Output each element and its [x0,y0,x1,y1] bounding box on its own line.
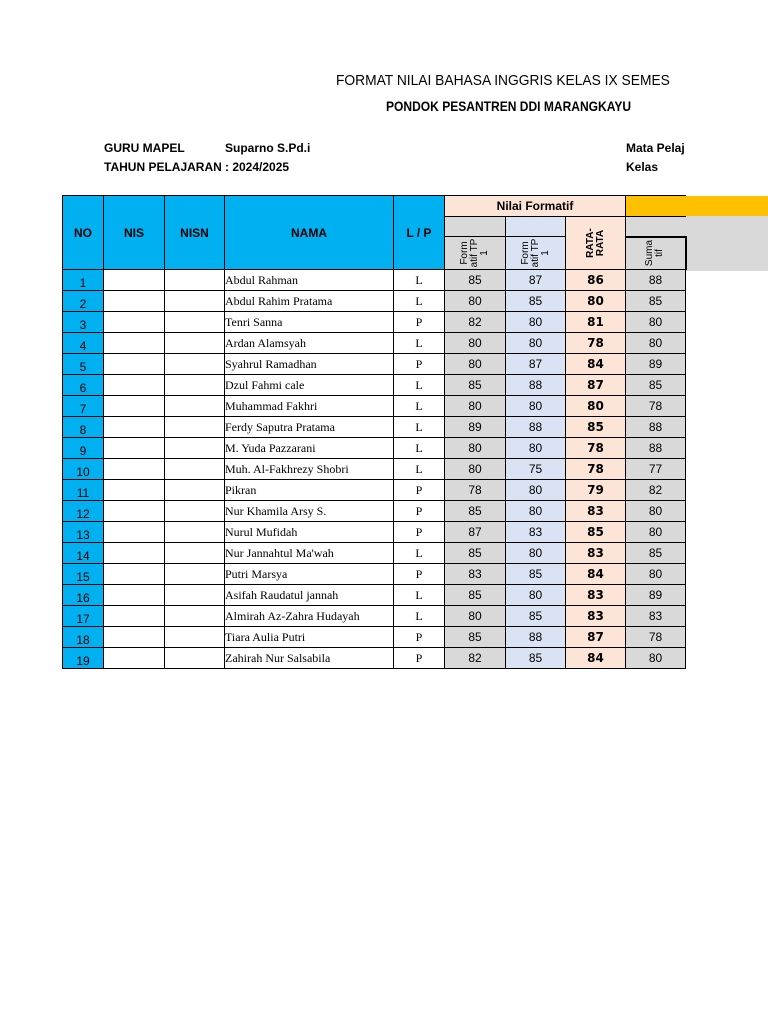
col-no-header: NO [63,196,104,270]
student-name[interactable]: Putri Marsya [225,564,394,585]
nisn-cell[interactable] [165,522,225,543]
row-no[interactable]: 13 [63,522,104,543]
nisn-cell[interactable] [165,606,225,627]
formatif-2-score[interactable]: 83 [506,522,566,543]
gender-cell[interactable]: L [394,459,445,480]
row-no[interactable]: 4 [63,333,104,354]
sheet-title: FORMAT NILAI BAHASA INGGRIS KELAS IX SEMES [336,72,670,89]
nisn-cell[interactable] [165,648,225,669]
mapel-label: Mata Pelaj [626,141,685,155]
formatif-1-score[interactable]: 85 [445,270,506,291]
student-name[interactable]: Zahirah Nur Salsabila [225,648,394,669]
student-name[interactable]: Nur Jannahtul Ma'wah [225,543,394,564]
average-score[interactable]: 87 [566,375,626,396]
table-row [63,333,686,354]
gender-cell[interactable]: P [394,627,445,648]
student-name[interactable]: Asifah Raudatul jannah [225,585,394,606]
row-no[interactable]: 1 [63,270,104,291]
f2-spacer [506,217,566,237]
row-no[interactable]: 2 [63,291,104,312]
average-score[interactable]: 87 [566,627,626,648]
average-score[interactable]: 83 [566,606,626,627]
table-row [63,480,686,501]
tahun-label: TAHUN PELAJARAN [104,160,222,174]
gender-cell[interactable]: P [394,648,445,669]
sumatif-score[interactable]: 88 [626,270,686,291]
formatif-1-score[interactable]: 85 [445,627,506,648]
row-no[interactable]: 14 [63,543,104,564]
sumatif-score[interactable]: 88 [626,417,686,438]
formatif-1-score[interactable]: 82 [445,312,506,333]
table-row [63,396,686,417]
average-score[interactable]: 78 [566,333,626,354]
student-name[interactable]: Tiara Aulia Putri [225,627,394,648]
formatif-1-score[interactable]: 80 [445,459,506,480]
row-no[interactable]: 18 [63,627,104,648]
nisn-cell[interactable] [165,438,225,459]
average-score[interactable]: 86 [566,270,626,291]
sumatif-score[interactable]: 80 [626,648,686,669]
col-nama-header: NAMA [225,196,394,270]
formatif-2-score[interactable]: 80 [506,438,566,459]
gray-header-block [686,216,768,271]
formatif-2-score[interactable]: 80 [506,543,566,564]
average-score[interactable]: 84 [566,648,626,669]
gender-cell[interactable]: P [394,522,445,543]
gender-cell[interactable]: L [394,375,445,396]
average-score[interactable]: 83 [566,501,626,522]
col-avg-header: RATA-RATA [566,217,626,270]
nis-cell[interactable] [104,312,165,333]
average-score[interactable]: 80 [566,291,626,312]
row-no[interactable]: 7 [63,396,104,417]
sheet-subtitle: PONDOK PESANTREN DDI MARANGKAYU [386,98,632,114]
row-no[interactable]: 10 [63,459,104,480]
nis-cell[interactable] [104,438,165,459]
average-score[interactable]: 78 [566,438,626,459]
sumatif-score[interactable]: 82 [626,480,686,501]
formatif-2-score[interactable]: 80 [506,396,566,417]
student-name[interactable]: Abdul Rahim Pratama [225,291,394,312]
table-row [63,606,686,627]
average-score[interactable]: 85 [566,417,626,438]
sumatif-score[interactable]: 78 [626,396,686,417]
table-row [63,375,686,396]
sumatif-score[interactable]: 80 [626,501,686,522]
formatif-1-score[interactable]: 87 [445,522,506,543]
gender-cell[interactable]: L [394,543,445,564]
formatif-1-score[interactable]: 85 [445,585,506,606]
formatif-2-score[interactable]: 80 [506,480,566,501]
student-name[interactable]: Nur Khamila Arsy S. [225,501,394,522]
table-row [63,270,686,291]
row-no[interactable]: 16 [63,585,104,606]
nisn-cell[interactable] [165,543,225,564]
col-f1-header: Form atif TP 1 [445,237,506,270]
formatif-2-score[interactable]: 80 [506,585,566,606]
orange-header-block [686,196,768,216]
col-nisn-header: NISN [165,196,225,270]
sumatif-score[interactable]: 89 [626,354,686,375]
nis-cell[interactable] [104,459,165,480]
formatif-2-score[interactable]: 85 [506,291,566,312]
formatif-1-score[interactable]: 82 [445,648,506,669]
student-name[interactable]: Tenri Sanna [225,312,394,333]
table-row [63,438,686,459]
row-no[interactable]: 19 [63,648,104,669]
nisn-cell[interactable] [165,396,225,417]
grades-table [62,195,687,669]
average-score[interactable]: 79 [566,480,626,501]
col-f2-header: Form atif TP 1 [506,237,566,270]
formatif-1-score[interactable]: 80 [445,333,506,354]
nis-cell[interactable] [104,501,165,522]
student-name[interactable]: Muh. Al-Fakhrezy Shobri [225,459,394,480]
nisn-cell[interactable] [165,627,225,648]
sumatif-score[interactable]: 89 [626,585,686,606]
sumatif-score[interactable]: 80 [626,564,686,585]
formatif-2-score[interactable]: 80 [506,333,566,354]
student-name[interactable]: Pikran [225,480,394,501]
nis-cell[interactable] [104,354,165,375]
table-row [63,459,686,480]
sumatif-score[interactable]: 78 [626,627,686,648]
nis-cell[interactable] [104,396,165,417]
gender-cell[interactable]: L [394,438,445,459]
formatif-1-score[interactable]: 85 [445,375,506,396]
gender-cell[interactable]: P [394,312,445,333]
formatif-2-score[interactable]: 88 [506,375,566,396]
nisn-cell[interactable] [165,270,225,291]
row-no[interactable]: 6 [63,375,104,396]
nis-cell[interactable] [104,606,165,627]
formatif-1-score[interactable]: 78 [445,480,506,501]
formatif-2-score[interactable]: 80 [506,312,566,333]
gender-cell[interactable]: P [394,564,445,585]
nis-cell[interactable] [104,480,165,501]
gender-cell[interactable]: L [394,270,445,291]
nis-cell[interactable] [104,333,165,354]
sumatif-score[interactable]: 80 [626,522,686,543]
nis-cell[interactable] [104,585,165,606]
nisn-cell[interactable] [165,312,225,333]
formatif-1-score[interactable]: 80 [445,438,506,459]
row-no[interactable]: 5 [63,354,104,375]
formatif-2-score[interactable]: 80 [506,501,566,522]
formatif-2-score[interactable]: 85 [506,648,566,669]
sumatif-score[interactable]: 88 [626,438,686,459]
row-no[interactable]: 12 [63,501,104,522]
student-name[interactable]: M. Yuda Pazzarani [225,438,394,459]
nisn-cell[interactable] [165,564,225,585]
table-row [63,543,686,564]
nis-cell[interactable] [104,543,165,564]
nis-cell[interactable] [104,417,165,438]
sumatif-score[interactable]: 85 [626,291,686,312]
sumatif-score[interactable]: 80 [626,312,686,333]
formatif-1-score[interactable]: 80 [445,606,506,627]
formatif-1-score[interactable]: 89 [445,417,506,438]
nis-cell[interactable] [104,627,165,648]
col-sum-header: Suma tif [626,237,686,270]
row-no[interactable]: 9 [63,438,104,459]
sumatif-score[interactable]: 77 [626,459,686,480]
nis-cell[interactable] [104,375,165,396]
gender-cell[interactable]: L [394,396,445,417]
average-score[interactable]: 84 [566,564,626,585]
table-row [63,564,686,585]
formatif-2-score[interactable]: 87 [506,354,566,375]
nisn-cell[interactable] [165,291,225,312]
sumatif-score[interactable]: 80 [626,333,686,354]
sumatif-score[interactable]: 85 [626,375,686,396]
nisn-cell[interactable] [165,333,225,354]
gender-cell[interactable]: P [394,501,445,522]
formatif-1-score[interactable]: 80 [445,291,506,312]
average-score[interactable]: 84 [566,354,626,375]
nisn-cell[interactable] [165,480,225,501]
student-name[interactable]: Ferdy Saputra Pratama [225,417,394,438]
gender-cell[interactable]: L [394,585,445,606]
nisn-cell[interactable] [165,375,225,396]
student-name[interactable]: Almirah Az-Zahra Hudayah [225,606,394,627]
formatif-1-score[interactable]: 80 [445,396,506,417]
student-name[interactable]: Dzul Fahmi cale [225,375,394,396]
col-nis-header: NIS [104,196,165,270]
average-score[interactable]: 85 [566,522,626,543]
table-row [63,585,686,606]
sumatif-score[interactable]: 85 [626,543,686,564]
nis-cell[interactable] [104,270,165,291]
formatif-2-score[interactable]: 87 [506,270,566,291]
formatif-1-score[interactable]: 85 [445,543,506,564]
table-row [63,522,686,543]
nis-cell[interactable] [104,291,165,312]
f1-spacer [445,217,506,237]
student-name[interactable]: Ardan Alamsyah [225,333,394,354]
average-score[interactable]: 78 [566,459,626,480]
gender-cell[interactable]: P [394,480,445,501]
kelas-label: Kelas [626,160,659,174]
gender-cell[interactable]: L [394,333,445,354]
sum-spacer [626,217,686,237]
formatif-1-score[interactable]: 83 [445,564,506,585]
nisn-cell[interactable] [165,459,225,480]
nis-cell[interactable] [104,522,165,543]
table-row [63,354,686,375]
student-name[interactable]: Muhammad Fakhri [225,396,394,417]
formatif-2-score[interactable]: 88 [506,417,566,438]
formatif-1-score[interactable]: 80 [445,354,506,375]
formatif-2-score[interactable]: 85 [506,564,566,585]
average-score[interactable]: 80 [566,396,626,417]
col-lp-header: L / P [394,196,445,270]
nisn-cell[interactable] [165,417,225,438]
student-name[interactable]: Nurul Mufidah [225,522,394,543]
table-row [63,648,686,669]
formatif-2-score[interactable]: 85 [506,606,566,627]
gender-cell[interactable]: L [394,606,445,627]
guru-label: GURU MAPEL [104,141,185,155]
nisn-cell[interactable] [165,354,225,375]
student-name[interactable]: Syahrul Ramadhan [225,354,394,375]
row-no[interactable]: 8 [63,417,104,438]
row-no[interactable]: 17 [63,606,104,627]
row-no[interactable]: 3 [63,312,104,333]
formatif-1-score[interactable]: 85 [445,501,506,522]
student-name[interactable]: Abdul Rahman [225,270,394,291]
sumatif-score[interactable]: 83 [626,606,686,627]
row-no[interactable]: 11 [63,480,104,501]
gender-cell[interactable]: P [394,354,445,375]
average-score[interactable]: 81 [566,312,626,333]
nilai-formatif-header: Nilai Formatif [445,196,626,217]
nis-cell[interactable] [104,564,165,585]
table-row [63,627,686,648]
nisn-cell[interactable] [165,501,225,522]
sumatif-group-header [626,196,686,217]
formatif-2-score[interactable]: 75 [506,459,566,480]
gender-cell[interactable]: L [394,417,445,438]
row-no[interactable]: 15 [63,564,104,585]
guru-value: Suparno S.Pd.i [225,141,311,155]
table-row [63,291,686,312]
table-row [63,312,686,333]
table-row [63,417,686,438]
table-row [63,501,686,522]
formatif-2-score[interactable]: 88 [506,627,566,648]
average-score[interactable]: 83 [566,543,626,564]
average-score[interactable]: 83 [566,585,626,606]
nis-cell[interactable] [104,648,165,669]
gender-cell[interactable]: L [394,291,445,312]
nisn-cell[interactable] [165,585,225,606]
tahun-value: : 2024/2025 [225,160,290,174]
